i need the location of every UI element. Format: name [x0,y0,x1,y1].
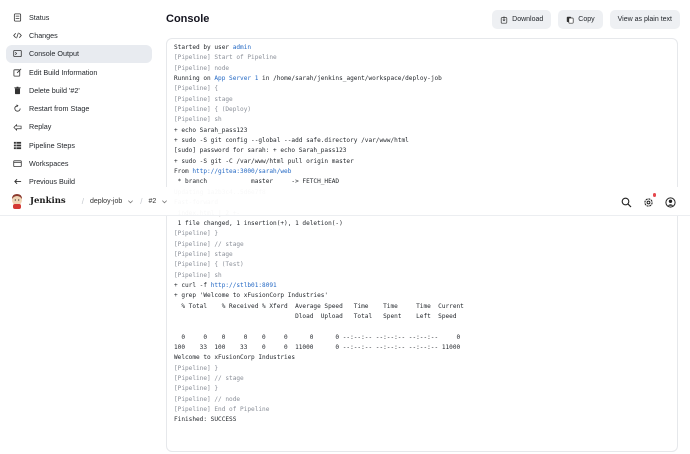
sidebar-item-workspaces[interactable] [6,154,152,172]
console-link[interactable]: admin [232,44,252,51]
console-line: [Pipeline] // stage [174,240,244,248]
search-icon [621,197,632,208]
console-line: [sudo] password for sarah: + echo Sarah_pass123 [174,147,347,155]
sidebar-item-label: Edit Build Information [29,67,98,77]
console-line: + sudo -S git -C /var/www/html pull origin master [174,157,354,165]
console-line: [Pipeline] stage [174,250,233,258]
console-line: Finished: SUCCESS [174,416,237,424]
chevron-down-icon[interactable] [161,198,168,205]
console-link[interactable]: http://gitea:3000/sarah/web [192,168,292,176]
download-button[interactable] [492,10,551,29]
sidebar-item-console-output[interactable] [6,45,152,63]
console-line: [Pipeline] { (Deploy) [174,106,252,114]
console-line: [Pipeline] } [174,364,219,372]
console-line: [Pipeline] stage [174,95,233,103]
console-line: Started by user admin [174,44,252,51]
sidebar-item-changes[interactable] [6,26,152,44]
console-line: Welcome to xFusionCorp Industries [174,354,296,362]
steps-icon [12,140,22,150]
settings-icon [643,197,654,208]
folder-icon [12,159,22,169]
chevron-down-icon[interactable] [127,198,134,205]
sidebar-item-status[interactable] [6,8,152,26]
console-line: [Pipeline] sh [174,271,222,279]
edit-icon [12,67,22,77]
page-title: Console [166,13,210,25]
download-icon [500,16,508,24]
restart-icon [12,104,22,114]
console-line: [Pipeline] sh [174,116,222,124]
console-line: [Pipeline] Start of Pipeline [174,54,277,62]
console-line: 0 0 0 0 0 0 0 0 --:--:-- --:--:-- --:--:-- 0 [174,333,461,341]
console-line: % Total % Received % Xferd Average Speed Time Time Time Current [174,302,464,310]
breadcrumb-build-number[interactable]: #2 [148,197,157,205]
console-line: [Pipeline] } [174,385,219,393]
sidebar-item-replay[interactable] [6,118,152,136]
header-icons [621,195,676,206]
console-line: [Pipeline] } [174,230,219,238]
view-as-plain-text-button[interactable] [610,10,680,29]
console-link[interactable]: http://stlb01:8091 [210,281,277,289]
settings-button[interactable] [643,195,654,206]
arrow-left-icon [12,177,22,187]
sidebar-item-label: Previous Build [29,177,75,187]
sidebar-item-label: Pipeline Steps [29,140,75,150]
sidebar-item-label: Changes [29,30,58,40]
terminal-icon [12,49,22,59]
console-line: [Pipeline] // stage [174,375,244,382]
console-actions [492,10,680,29]
copy-label: Copy [578,16,595,23]
console-line: [Pipeline] { (Test) [174,261,244,269]
breadcrumb-separator: / [81,196,84,206]
console-line: * branch master -> FETCH_HEAD [174,178,340,186]
console-line: 100 33 100 33 0 0 11000 0 --:--:-- --:--:-- --:--:-- 11000 [174,343,461,351]
code-icon [12,30,22,40]
breadcrumb-deploy-job[interactable]: deploy-job [89,197,123,205]
console-line: [Pipeline] node [174,64,230,72]
breadcrumb-separator: / [140,196,143,206]
search-button[interactable] [621,195,632,206]
sidebar [6,8,152,191]
sidebar-item-restart-from-stage[interactable] [6,99,152,117]
console-line: + grep 'Welcome to xFusionCorp Industries' [174,292,329,300]
user-icon [665,197,676,208]
replay-icon [12,122,22,132]
top-header [0,187,690,216]
sidebar-item-label: Delete build '#2' [29,85,80,95]
sidebar-item-label: Replay [29,122,52,132]
sidebar-item-label: Workspaces [29,159,69,169]
console-line: + curl -f http://stlb01:8091 [174,281,277,289]
sidebar-item-pipeline-steps[interactable] [6,136,152,154]
trash-icon [12,85,22,95]
download-label: Download [512,16,544,23]
sidebar-item-label: Console Output [29,49,79,59]
sidebar-item-edit-build-information[interactable] [6,63,152,81]
jenkins-brand[interactable]: Jenkins [30,196,66,206]
notification-badge [653,193,657,197]
console-line: [Pipeline] { [174,85,219,93]
console-line: + echo Sarah_pass123 [174,126,248,134]
console-line: From http://gitea:3000/sarah/web [174,168,292,176]
copy-button[interactable] [558,10,602,29]
console-log [174,43,670,426]
user-menu-button[interactable] [665,195,676,206]
console-line: [Pipeline] // node [174,395,241,403]
sidebar-item-delete-build[interactable] [6,81,152,99]
console-line: + sudo -S git config --global --add safe.directory /var/www/html [174,137,409,145]
console-line: Running on App Server 1 in /home/sarah/jenkins_agent/workspace/deploy-job [174,75,442,83]
status-icon [12,12,22,22]
sidebar-item-label: Status [29,12,50,22]
console-line: Dload Upload Total Spent Left Speed [174,312,457,320]
copy-icon [566,16,574,24]
console-line: [Pipeline] End of Pipeline [174,406,270,414]
sidebar-item-label: Restart from Stage [29,104,90,114]
jenkins-logo-icon [10,193,24,209]
console-link[interactable]: App Server 1 [214,75,259,83]
plain-text-label: View as plain text [617,16,672,23]
console-output-panel [166,38,678,452]
console-line: 1 file changed, 1 insertion(+), 1 deletion(-) [174,219,343,227]
